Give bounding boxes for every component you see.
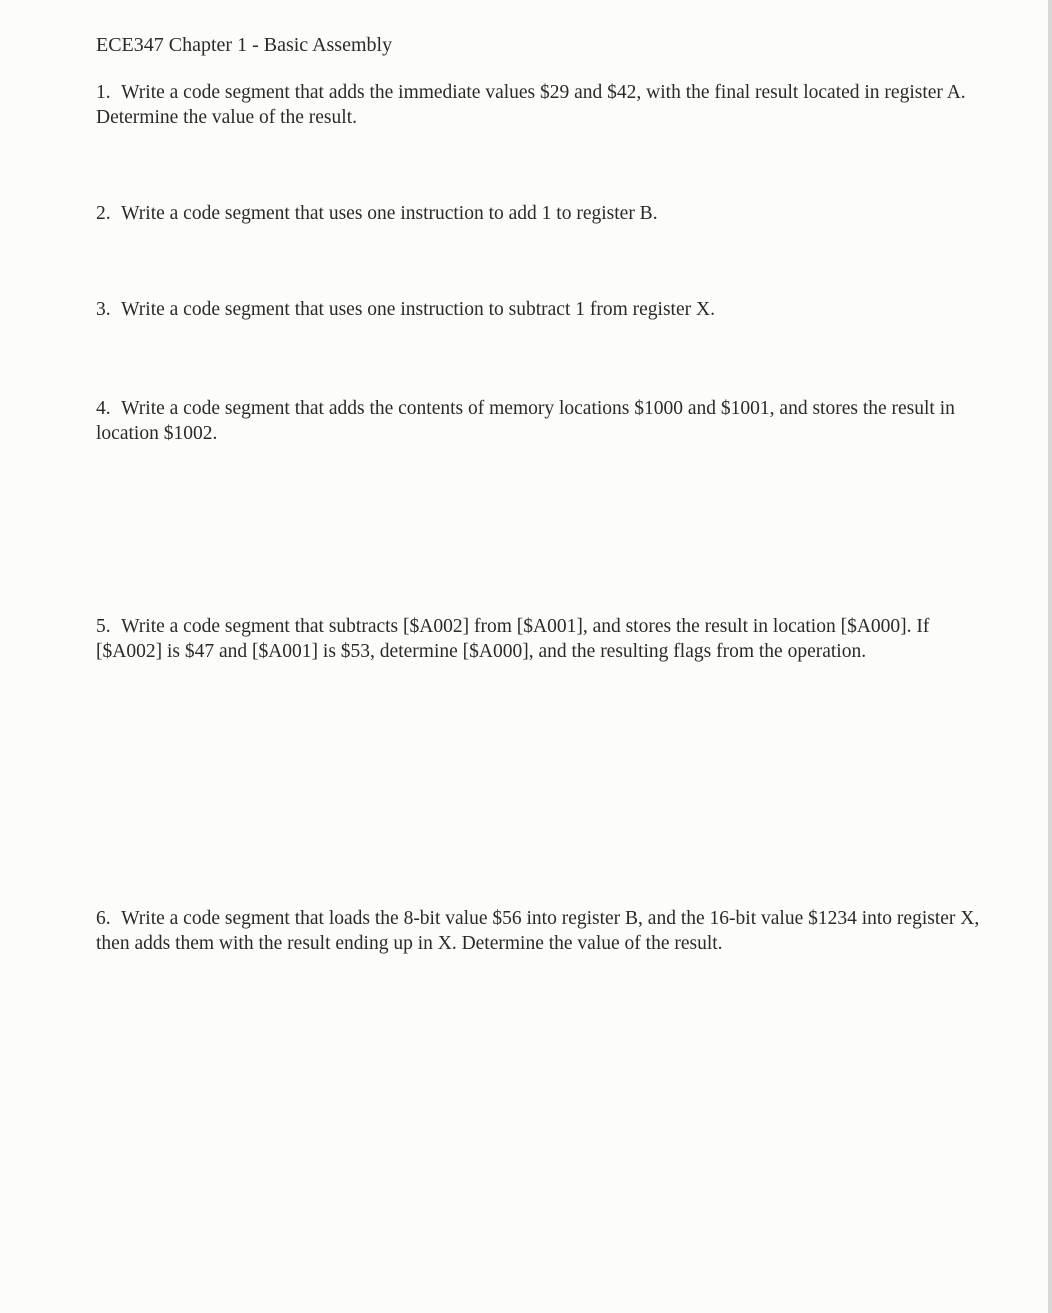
question-number: 5. — [96, 616, 111, 637]
question-4 — [96, 396, 986, 446]
question-text: Write a code segment that adds the immediate values $29 and $42, with the final result located in register A. Determine the value of the result. — [96, 82, 966, 128]
question-number: 3. — [96, 299, 111, 320]
question-number: 6. — [96, 908, 111, 929]
question-text: Write a code segment that adds the contents of memory locations $1000 and $1001, and stores the result in location $1002. — [96, 398, 955, 444]
page-edge-shadow — [1048, 0, 1052, 1313]
question-2 — [96, 201, 986, 226]
question-number: 1. — [96, 82, 111, 103]
question-1 — [96, 80, 986, 130]
question-number: 2. — [96, 203, 111, 224]
question-6 — [96, 906, 986, 956]
question-text: Write a code segment that uses one instruction to subtract 1 from register X. — [121, 299, 715, 320]
question-text: Write a code segment that subtracts [$A002] from [$A001], and stores the result in location [$A000]. If [$A002] is $47 and [$A001] is $53, determine [$A000], and the resulting flags from the operation. — [96, 616, 930, 662]
page-title: ECE347 Chapter 1 - Basic Assembly — [96, 34, 393, 56]
question-5 — [96, 614, 986, 664]
question-3 — [96, 297, 986, 322]
question-text: Write a code segment that uses one instruction to add 1 to register B. — [121, 203, 658, 224]
question-number: 4. — [96, 398, 111, 419]
question-text: Write a code segment that loads the 8-bit value $56 into register B, and the 16-bit value $1234 into register X, then adds them with the result ending up in X. Determine the value of the result. — [96, 908, 980, 954]
